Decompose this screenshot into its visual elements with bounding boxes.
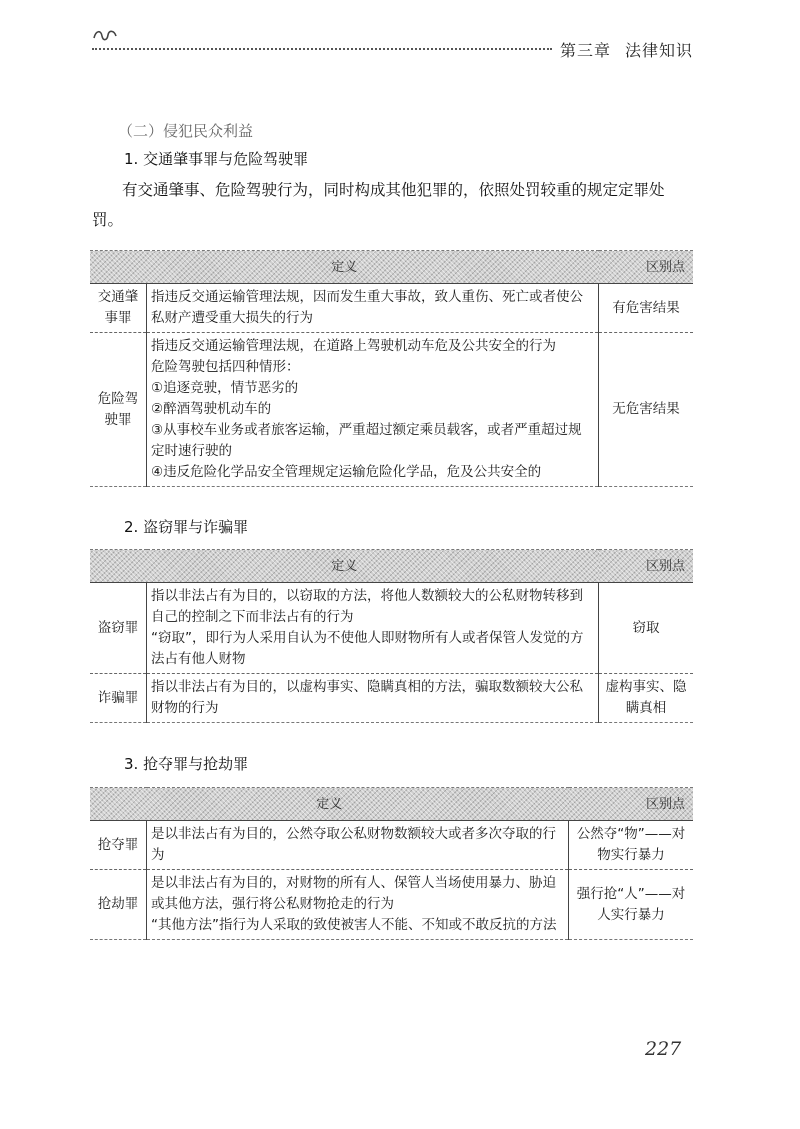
- col-definition-header: 定义: [90, 788, 569, 821]
- definition-line: 指违反交通运输管理法规，在道路上驾驶机动车危及公共安全的行为: [151, 338, 556, 354]
- intro-paragraph: 有交通肇事、危险驾驶行为，同时构成其他犯罪的，依照处罚较重的规定定罪处罚。: [92, 181, 665, 229]
- crime-difference: 公然夺“物”——对物实行暴力: [569, 821, 694, 870]
- definition-line: “其他方法”指行为人采取的致使被害人不能、不知或不敢反抗的方法: [151, 917, 557, 933]
- table-row: [90, 284, 693, 333]
- heading-3: 3. 抢夺罪与抢劫罪: [124, 755, 249, 773]
- table-row: [90, 870, 693, 940]
- table-header-row: [90, 251, 693, 284]
- col-difference-header: 区别点: [599, 550, 694, 583]
- page-number: 227: [645, 1038, 682, 1060]
- table-row: [90, 674, 693, 723]
- definition-line: ③从事校车业务或者旅客运输，严重超过额定乘员载客，或者严重超过规定时速行驶的: [151, 422, 582, 459]
- crime-name: 诈骗罪: [90, 674, 147, 723]
- crime-name: 危险驾驶罪: [90, 333, 147, 487]
- crime-definition: [147, 821, 569, 870]
- table-row: [90, 821, 693, 870]
- table-row: [90, 583, 693, 674]
- definition-line: 指以非法占有为目的，以窃取的方法，将他人数额较大的公私财物转移到自己的控制之下而非法占有的行为: [151, 588, 583, 625]
- definition-line: 指以非法占有为目的，以虚构事实、隐瞒真相的方法，骗取数额较大公私财物的行为: [151, 679, 583, 716]
- crime-difference: 有危害结果: [599, 284, 694, 333]
- header-logo-icon: [92, 26, 118, 44]
- table-theft-fraud: [90, 549, 693, 723]
- definition-line: 是以非法占有为目的，对财物的所有人、保管人当场使用暴力、胁迫或其他方法，强行将公私财物抢走的行为: [151, 875, 556, 912]
- header-rule: [92, 48, 552, 50]
- definition-line: ④违反危险化学品安全管理规定运输危险化学品，危及公共安全的: [151, 464, 542, 480]
- crime-difference: 虚构事实、隐瞒真相: [599, 674, 694, 723]
- crime-definition: [147, 870, 569, 940]
- crime-definition: [147, 583, 599, 674]
- chapter-title: 法律知识: [625, 41, 694, 60]
- crime-definition: [147, 284, 599, 333]
- heading-2: 2. 盗窃罪与诈骗罪: [124, 518, 249, 536]
- crime-name: 交通肇事罪: [90, 284, 147, 333]
- col-difference-header: 区别点: [599, 251, 694, 284]
- definition-line: “窃取”，即行为人采用自认为不使他人即财物所有人或者保管人发觉的方法占有他人财物: [151, 630, 584, 667]
- definition-line: 危险驾驶包括四种情形：: [151, 359, 300, 375]
- col-definition-header: 定义: [90, 550, 599, 583]
- table-traffic-crimes: [90, 250, 693, 487]
- table-robbery: [90, 787, 693, 940]
- col-difference-header: 区别点: [569, 788, 694, 821]
- definition-line: ②醉酒驾驶机动车的: [151, 401, 272, 417]
- crime-difference: 强行抢“人”——对人实行暴力: [569, 870, 694, 940]
- definition-line: 是以非法占有为目的，公然夺取公私财物数额较大或者多次夺取的行为: [151, 826, 556, 863]
- crime-difference: 无危害结果: [599, 333, 694, 487]
- crime-name: 抢夺罪: [90, 821, 147, 870]
- running-header: [560, 38, 693, 61]
- definition-line: ①追逐竞驶，情节恶劣的: [151, 380, 299, 396]
- section-subtitle: （二）侵犯民众利益: [118, 122, 254, 140]
- crime-definition: [147, 674, 599, 723]
- heading-1: 1. 交通肇事罪与危险驾驶罪: [124, 150, 309, 168]
- crime-difference: 窃取: [599, 583, 694, 674]
- table-row: [90, 333, 693, 487]
- table-header-row: [90, 550, 693, 583]
- col-definition-header: 定义: [90, 251, 599, 284]
- definition-line: 指违反交通运输管理法规，因而发生重大事故，致人重伤、死亡或者使公私财产遭受重大损失的行为: [151, 289, 583, 326]
- table-header-row: [90, 788, 693, 821]
- chapter-number: 第三章: [560, 41, 612, 60]
- crime-name: 抢劫罪: [90, 870, 147, 940]
- crime-name: 盗窃罪: [90, 583, 147, 674]
- crime-definition: [147, 333, 599, 487]
